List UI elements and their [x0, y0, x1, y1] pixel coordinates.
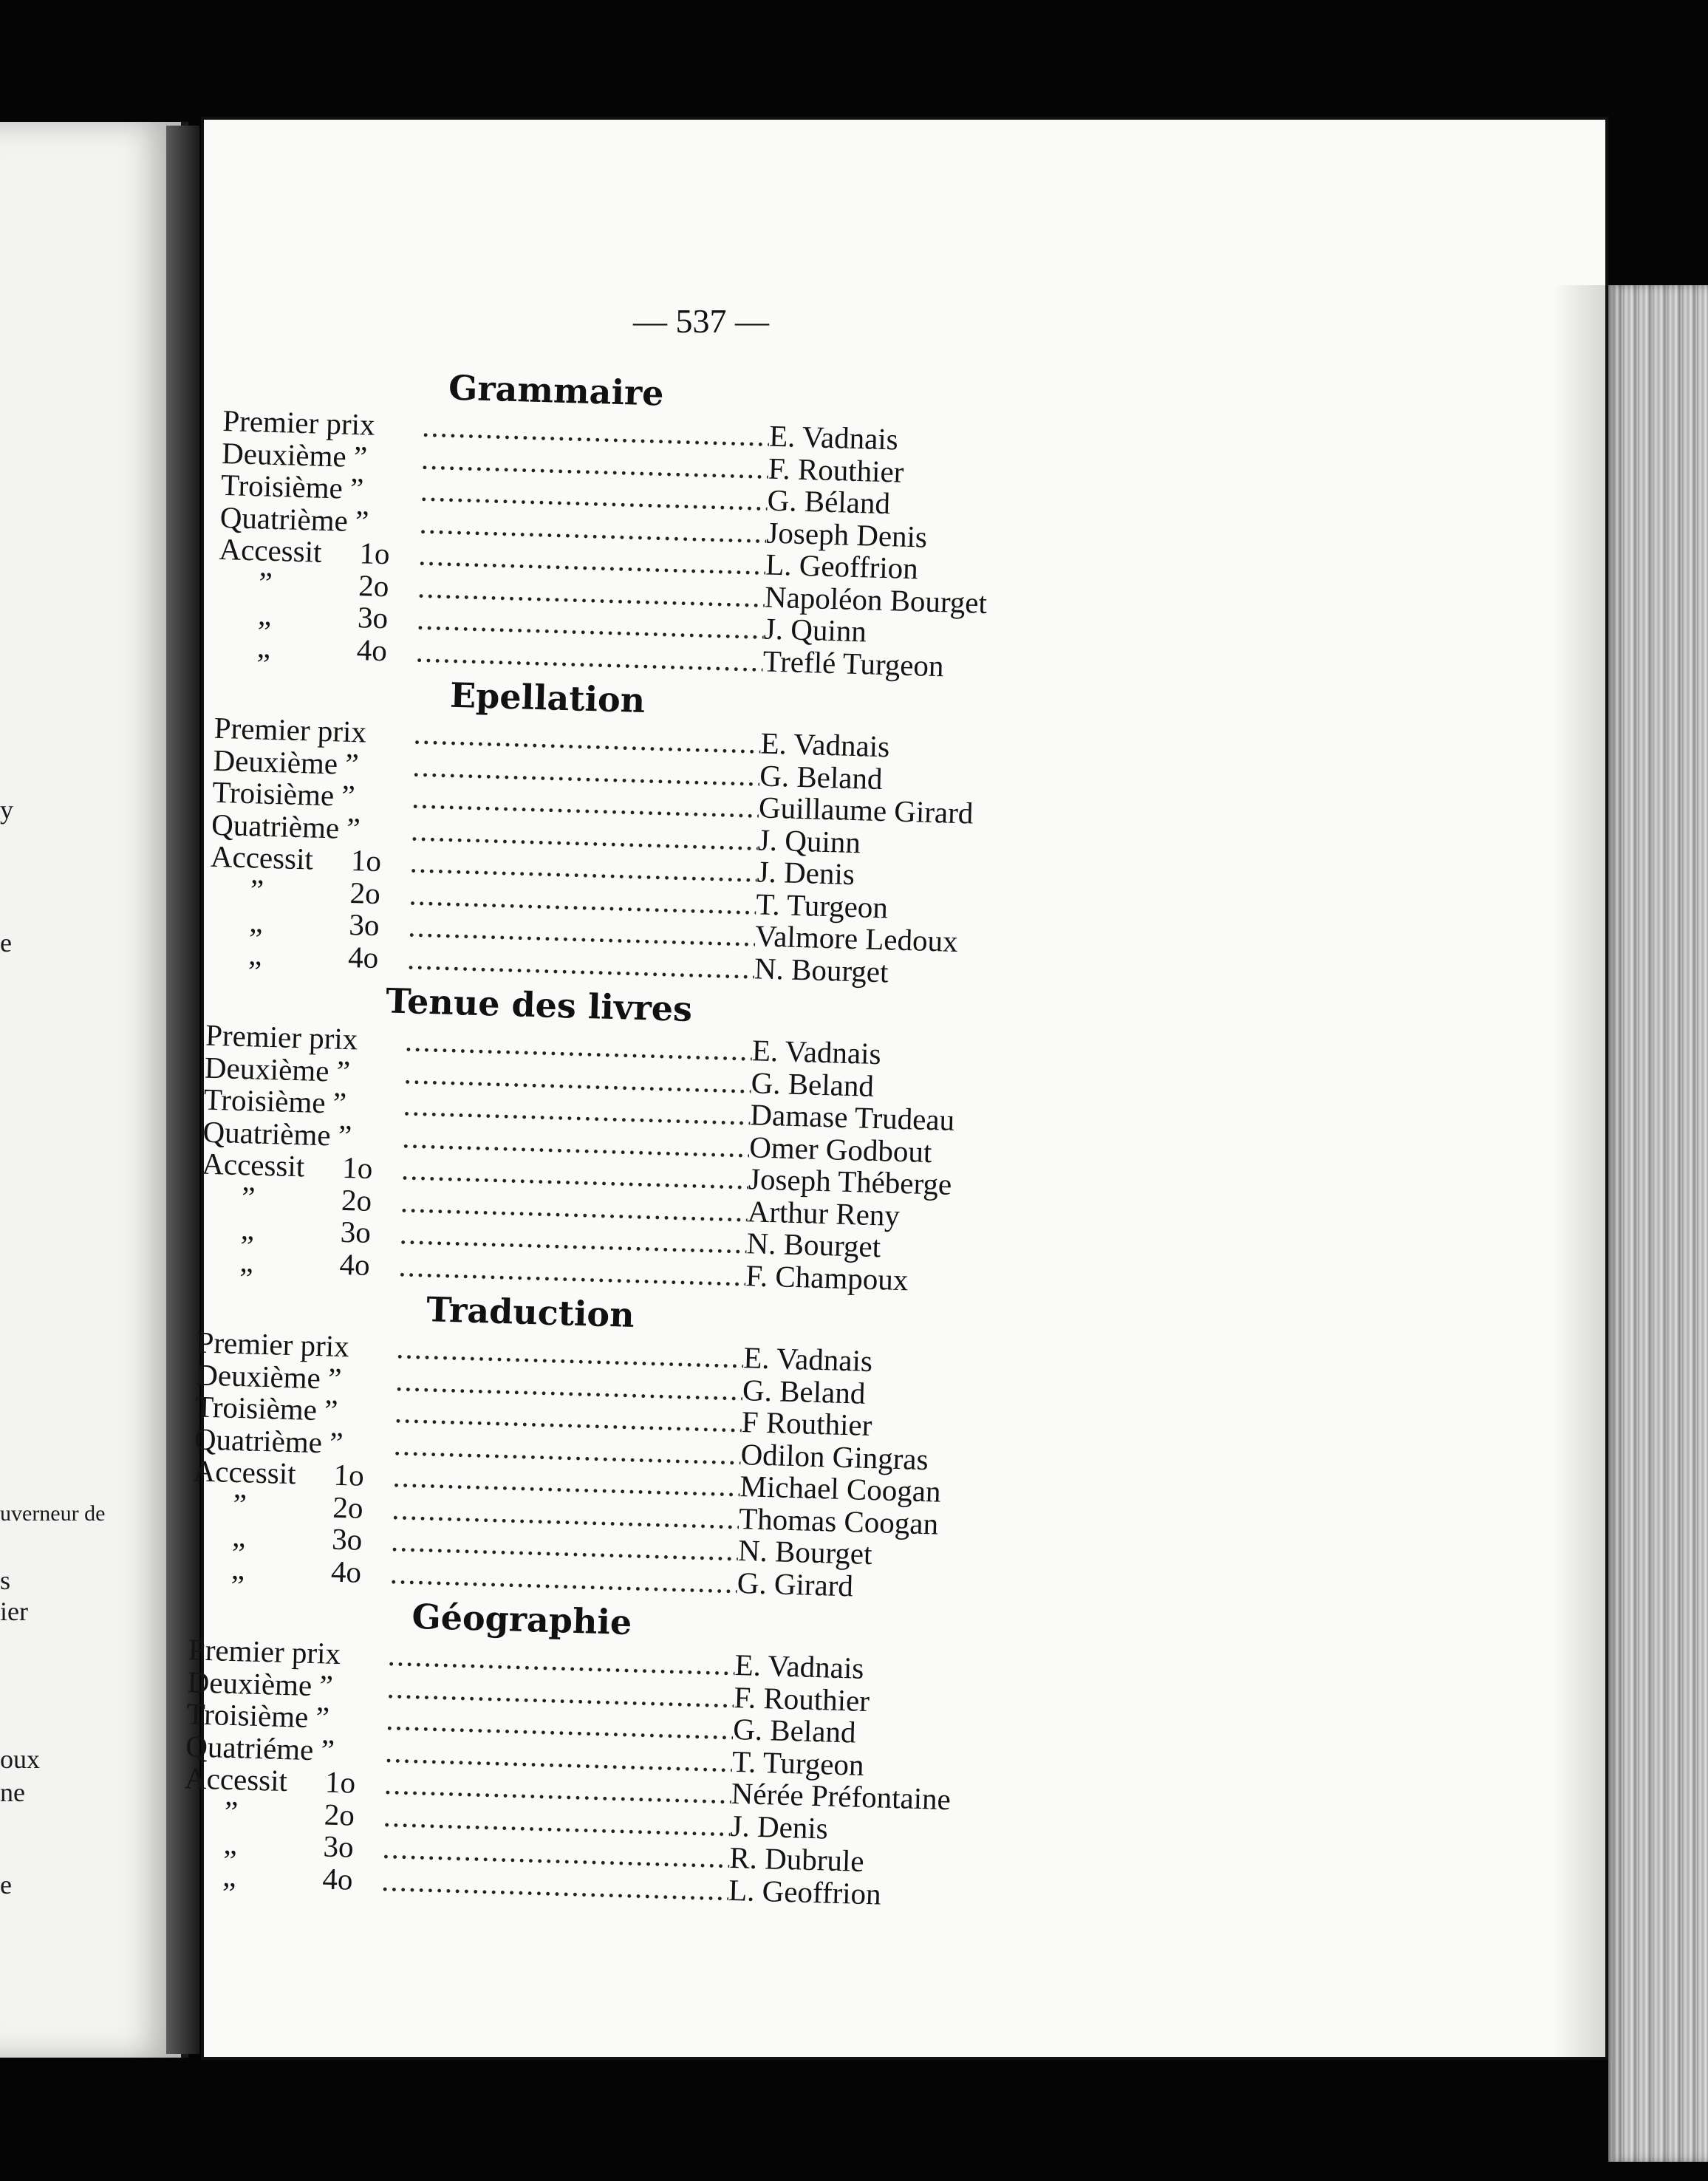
- recipient-name: G. Beland: [759, 757, 884, 796]
- recipient-name: J. Quinn: [757, 822, 861, 859]
- recipient-name: E. Vadnais: [768, 418, 899, 457]
- prize-label: Troisième ”: [185, 1696, 330, 1735]
- prize-label: „: [257, 597, 273, 632]
- accessit-rank: 2o: [358, 567, 389, 603]
- accessit-rank: 4o: [347, 939, 379, 975]
- prize-label: Deuxième ”: [213, 743, 360, 781]
- prize-label: Premier prix: [188, 1632, 341, 1671]
- prize-label: Quatrième ”: [219, 499, 369, 539]
- accessit-rank: 3o: [348, 907, 380, 943]
- accessit-rank: 3o: [340, 1214, 372, 1249]
- recipient-name: J. Denis: [756, 854, 855, 892]
- recipient-name: E. Vadnais: [759, 726, 890, 764]
- prize-label: Troisième ”: [203, 1082, 347, 1120]
- accessit-rank: 4o: [356, 632, 388, 667]
- recipient-name: Arthur Reny: [747, 1193, 901, 1232]
- prize-label: „: [239, 1243, 254, 1279]
- recipient-name: G. Beland: [742, 1372, 866, 1410]
- page-edges: [1608, 285, 1708, 2162]
- recipient-name: F. Routhier: [768, 451, 905, 489]
- prize-label: „: [222, 1858, 237, 1893]
- recipient-name: T. Turgeon: [731, 1744, 865, 1782]
- section-title: Grammaire: [448, 367, 665, 414]
- recipient-name: F. Champoux: [745, 1257, 909, 1297]
- accessit-rank: 3o: [323, 1829, 355, 1864]
- prize-label: „: [223, 1826, 238, 1861]
- recipient-name: N. Bourget: [746, 1226, 881, 1264]
- recipient-name: Omer Godbout: [748, 1129, 933, 1169]
- accessit-rank: 2o: [332, 1489, 364, 1525]
- left-page-fragment: e: [0, 1870, 12, 1900]
- left-page-fragment: ier: [0, 1597, 28, 1626]
- prize-label: ”: [232, 1487, 247, 1521]
- recipient-name: G. Beland: [751, 1065, 875, 1103]
- recipient-name: G. Béland: [767, 482, 891, 521]
- prize-label: Troisième ”: [194, 1389, 339, 1427]
- prize-label: Accessit: [193, 1453, 297, 1491]
- recipient-name: F. Routhier: [733, 1679, 870, 1718]
- prize-label: Troisième ”: [211, 774, 356, 813]
- prize-label: Deuxième ”: [195, 1356, 342, 1396]
- recipient-name: Nérée Préfontaine: [731, 1775, 952, 1817]
- recipient-name: E. Vadnais: [751, 1033, 882, 1071]
- prize-label: Troisième ”: [220, 467, 364, 506]
- left-page-fragment: ne: [0, 1778, 25, 1807]
- recipient-name: Napoléon Bourget: [764, 579, 988, 620]
- page-number: — 537 —: [633, 302, 769, 340]
- recipient-name: Joseph Denis: [765, 515, 928, 554]
- prize-label: Quatrième ”: [202, 1114, 352, 1153]
- recipient-name: L. Geoffrion: [765, 547, 919, 586]
- recipient-name: Thomas Coogan: [738, 1501, 939, 1541]
- left-page-fragment: s: [0, 1566, 11, 1595]
- section-title: Traduction: [426, 1289, 635, 1335]
- accessit-rank: 3o: [357, 600, 389, 635]
- recipient-name: G. Girard: [737, 1565, 854, 1603]
- prize-label: „: [256, 629, 271, 664]
- recipient-name: Guillaume Girard: [758, 790, 974, 830]
- prize-label: Quatriéme ”: [185, 1728, 335, 1767]
- accessit-rank: 1o: [358, 536, 391, 571]
- accessit-rank: 4o: [321, 1861, 354, 1897]
- left-page-fragment: e: [0, 928, 12, 958]
- prize-label: ”: [258, 564, 273, 600]
- recipient-name: Joseph Théberge: [748, 1161, 952, 1201]
- prize-label: „: [230, 1551, 245, 1586]
- accessit-rank: 2o: [324, 1797, 355, 1832]
- prize-label: „: [231, 1518, 247, 1554]
- prize-label: ”: [250, 872, 264, 907]
- recipient-name: E. Vadnais: [734, 1647, 864, 1685]
- accessit-rank: 1o: [333, 1457, 365, 1492]
- prize-label: Accessit: [184, 1761, 288, 1798]
- accessit-rank: 1o: [350, 843, 382, 878]
- accessit-rank: 1o: [324, 1764, 356, 1800]
- recipient-name: L. Geoffrion: [728, 1872, 882, 1911]
- accessit-rank: 1o: [341, 1150, 373, 1186]
- prize-label: Deuxième ”: [204, 1050, 351, 1088]
- prize-label: Premier prix: [197, 1325, 350, 1364]
- recipient-name: Treflé Turgeon: [762, 644, 945, 683]
- prize-label: Quatrième ”: [211, 807, 361, 845]
- recipient-name: Michael Coogan: [739, 1469, 942, 1509]
- prize-label: Accessit: [210, 839, 314, 876]
- prize-label: Premier prix: [214, 710, 367, 749]
- prize-label: „: [248, 904, 264, 939]
- recipient-name: E. Vadnais: [742, 1340, 873, 1379]
- prize-label: ”: [241, 1179, 256, 1215]
- accessit-rank: 3o: [331, 1521, 363, 1557]
- recipient-name: T. Turgeon: [755, 886, 889, 924]
- section-title: Tenue des livres: [385, 980, 693, 1030]
- prize-label: Accessit: [201, 1146, 305, 1184]
- recipient-name: N. Bourget: [754, 950, 889, 989]
- prize-label: Premier prix: [205, 1017, 358, 1057]
- recipient-name: N. Bourget: [737, 1533, 873, 1571]
- prize-label: „: [240, 1212, 255, 1246]
- recipient-name: Odilon Gingras: [740, 1436, 929, 1476]
- prize-label: ”: [224, 1794, 239, 1829]
- prize-list: [182, 355, 1037, 1914]
- book-page: [184, 117, 1608, 2060]
- prize-label: Premier prix: [222, 403, 376, 442]
- left-page-fragment: oux: [0, 1744, 40, 1774]
- prize-label: Quatrième ”: [194, 1421, 344, 1460]
- recipient-name: J. Denis: [730, 1808, 829, 1846]
- accessit-rank: 4o: [330, 1554, 362, 1589]
- prize-label: Deuxième ”: [187, 1664, 334, 1703]
- accessit-rank: 2o: [349, 875, 381, 910]
- accessit-rank: 4o: [339, 1246, 371, 1282]
- recipient-name: Valmore Ledoux: [754, 918, 959, 959]
- section-title: Epellation: [449, 675, 646, 721]
- recipient-name: G. Beland: [732, 1711, 857, 1750]
- recipient-name: R. Dubrule: [728, 1840, 865, 1878]
- prize-label: Accessit: [219, 531, 323, 569]
- prize-label: „: [247, 936, 263, 972]
- left-page-fragment: uverneur de: [0, 1501, 106, 1526]
- recipient-name: F Routhier: [741, 1404, 873, 1443]
- left-page-fragment: y: [0, 795, 13, 825]
- prize-label: Deuxième ”: [221, 435, 368, 474]
- accessit-rank: 2o: [341, 1182, 372, 1218]
- recipient-name: Damase Trudeau: [749, 1097, 955, 1137]
- recipient-name: J. Quinn: [763, 611, 867, 649]
- section-title: Géographie: [411, 1596, 632, 1643]
